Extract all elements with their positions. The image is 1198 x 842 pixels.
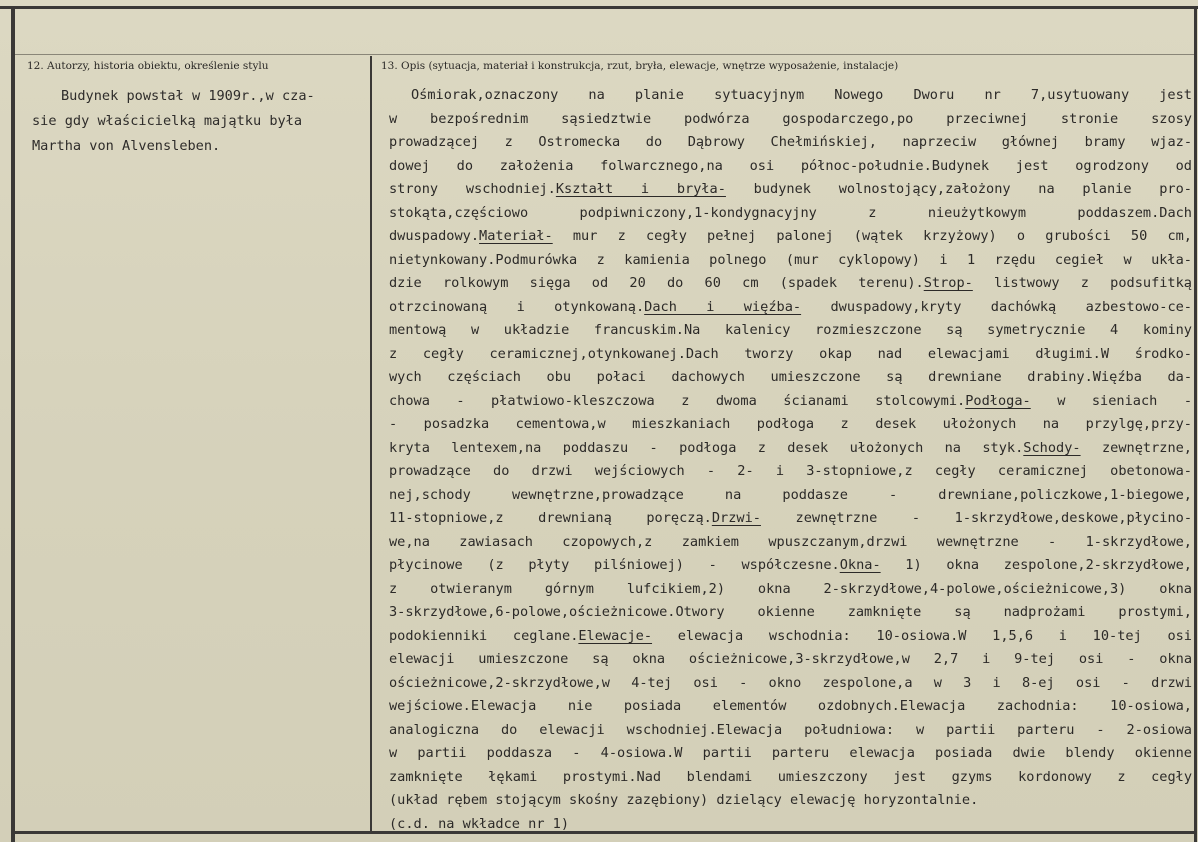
- text-line: chowa - płatwiowo-kleszczowa z dwoma ścianami stolcowymi.Podłoga- w sieniach -: [389, 392, 1192, 409]
- text-line: Budynek powstał w 1909r.,w cza-: [61, 88, 315, 104]
- section-13-header: 13. Opis (sytuacja, materiał i konstrukcja, rzut, bryła, elewacje, wnętrze wyposażenie, instalacje): [381, 60, 899, 72]
- section-term: Schody-: [1023, 439, 1081, 456]
- text-line: nej,schody wewnętrzne,prowadzące na poddasze - drewniane,policzkowe,1-biegowe,: [389, 486, 1192, 503]
- text-line: (układ rębem stojącym skośny zazębiony) dzielący elewację horyzontalnie.: [389, 792, 979, 808]
- section-term: Strop-: [923, 275, 973, 291]
- section-term: Okna-: [839, 557, 881, 573]
- section-term: Drzwi-: [711, 510, 761, 526]
- text-line: we,na zawiasach czopowych,z zamkiem wpuszczanym,drzwi wewnętrzne - 1-skrzydłowe,: [389, 533, 1192, 550]
- text-line: ościeżnicowe,2-skrzydłowe,w 4-tej osi - okno zespolone,a w 3 i 8-ej osi - drzwi: [389, 674, 1192, 691]
- top-border: [0, 6, 1198, 9]
- left-border: [11, 6, 15, 842]
- text-line: dwuspadowy.Materiał- mur z cegły pełnej palonej (wątek krzyżowy) o grubości 50 cm,: [389, 228, 1192, 244]
- text-line: kryta lentexem,na poddaszu - podłoga z desek ułożonych na styk.Schody- zewnętrzne,: [389, 439, 1192, 456]
- text-line: z cegły ceramicznej,otynkowanej.Dach tworzy okap nad elewacjami długimi.W środko-: [389, 345, 1192, 362]
- text-line: mentową w układzie francuskim.Na kalenicy rozmieszczone są symetrycznie 4 kominy: [389, 322, 1192, 338]
- text-line: Ośmiorak,oznaczony na planie sytuacyjnym Nowego Dworu nr 7,usytuowany jest: [411, 87, 1192, 103]
- text-line: podokienniki ceglane.Elewacje- elewacja wschodnia: 10-osiowa.W 1,5,6 i 10-tej osi: [389, 627, 1192, 644]
- text-line: wych częściach obu połaci dachowych umieszczone są drewniane drabiny.Więźba da-: [389, 369, 1192, 385]
- text-line: wejściowe.Elewacja nie posiada elementów ozdobnych.Elewacja zachodnia: 10-osiowa,: [389, 698, 1192, 714]
- section-term: Dach i więźba-: [644, 298, 802, 315]
- column-divider: [370, 56, 372, 834]
- text-line: z otwieranym górnym lufcikiem,2) okna 2-skrzydłowe,4-polowe,ościeżnicowe,3) okna: [389, 580, 1192, 597]
- text-line: prowadzącej z Ostromecka do Dąbrowy Chełmińskiej, naprzeciw głównej bramy wjaz-: [389, 134, 1192, 150]
- section-12-header: 12. Autorzy, historia obiektu, określenie stylu: [27, 60, 269, 72]
- text-line: elewacji umieszczone są okna ościeżnicowe,3-skrzydłowe,w 2,7 i 9-tej osi - okna: [389, 651, 1192, 667]
- text-line: stokąta,częściowo podpiwniczony,1-kondygnacyjny z nieużytkowym poddaszem.Dach: [389, 204, 1192, 221]
- text-line: sie gdy właścicielką majątku była: [32, 113, 303, 130]
- text-line: (c.d. na wkładce nr 1): [389, 815, 570, 832]
- section-term: Elewacje-: [578, 627, 653, 644]
- description-text: [389, 84, 1192, 836]
- section-term: Podłoga-: [965, 392, 1031, 409]
- text-line: nietynkowany.Podmurówka z kamienia polnego (mur cyklopowy) i 1 rzędu cegieł w ukła-: [389, 251, 1192, 268]
- text-line: strony wschodniej.Kształt i bryła- budynek wolnostojący,założony na planie pro-: [389, 181, 1192, 197]
- right-border: [1194, 6, 1197, 842]
- text-line: otrzcinowaną i otynkowaną.Dach i więźba- dwuspadowy,kryty dachówką azbestowo-ce-: [389, 298, 1192, 315]
- text-line: prowadzące do drzwi wejściowych - 2- i 3-stopniowe,z cegły ceramicznej obetonowa-: [389, 463, 1192, 479]
- text-line: zamknięte łękami prostymi.Nad blendami umieszczony jest gzyms kordonowy z cegły: [389, 768, 1192, 785]
- text-line: analogiczna do elewacji wschodniej.Elewacja południowa: w partii parteru - 2-osiowa: [389, 721, 1192, 738]
- section-term: Materiał-: [479, 228, 553, 244]
- header-rule: [15, 54, 1194, 55]
- text-line: dowej do założenia folwarcznego,na osi północ-południe.Budynek jest ogrodzony od: [389, 157, 1192, 174]
- text-line: w partii poddasza - 4-osiowa.W partii parteru elewacja posiada dwie blendy okienne: [389, 745, 1192, 761]
- authors-history-text: [33, 84, 363, 160]
- text-line: 11-stopniowe,z drewnianą poręczą.Drzwi- zewnętrzne - 1-skrzydłowe,deskowe,płycino-: [389, 510, 1193, 526]
- text-line: płycinowe (z płyty pilśniowej) - współczesne.Okna- 1) okna zespolone,2-skrzydłowe,: [389, 557, 1192, 573]
- text-line: Martha von Alvensleben.: [32, 138, 221, 155]
- section-term: Kształt i bryła-: [555, 181, 726, 197]
- text-line: - posadzka cementowa,w mieszkaniach podłoga z desek ułożonych na przylgę,przy-: [389, 416, 1192, 432]
- text-line: w bezpośrednim sąsiedztwie podwórza gospodarczego,po przeciwnej stronie szosy: [389, 110, 1192, 127]
- text-line: dzie rolkowym sięga od 20 do 60 cm (spadek terenu).Strop- listwowy z podsufitką: [389, 275, 1192, 291]
- text-line: 3-skrzydłowe,6-polowe,ościeżnicowe.Otwory okienne zamknięte są nadprożami prostymi,: [389, 604, 1192, 620]
